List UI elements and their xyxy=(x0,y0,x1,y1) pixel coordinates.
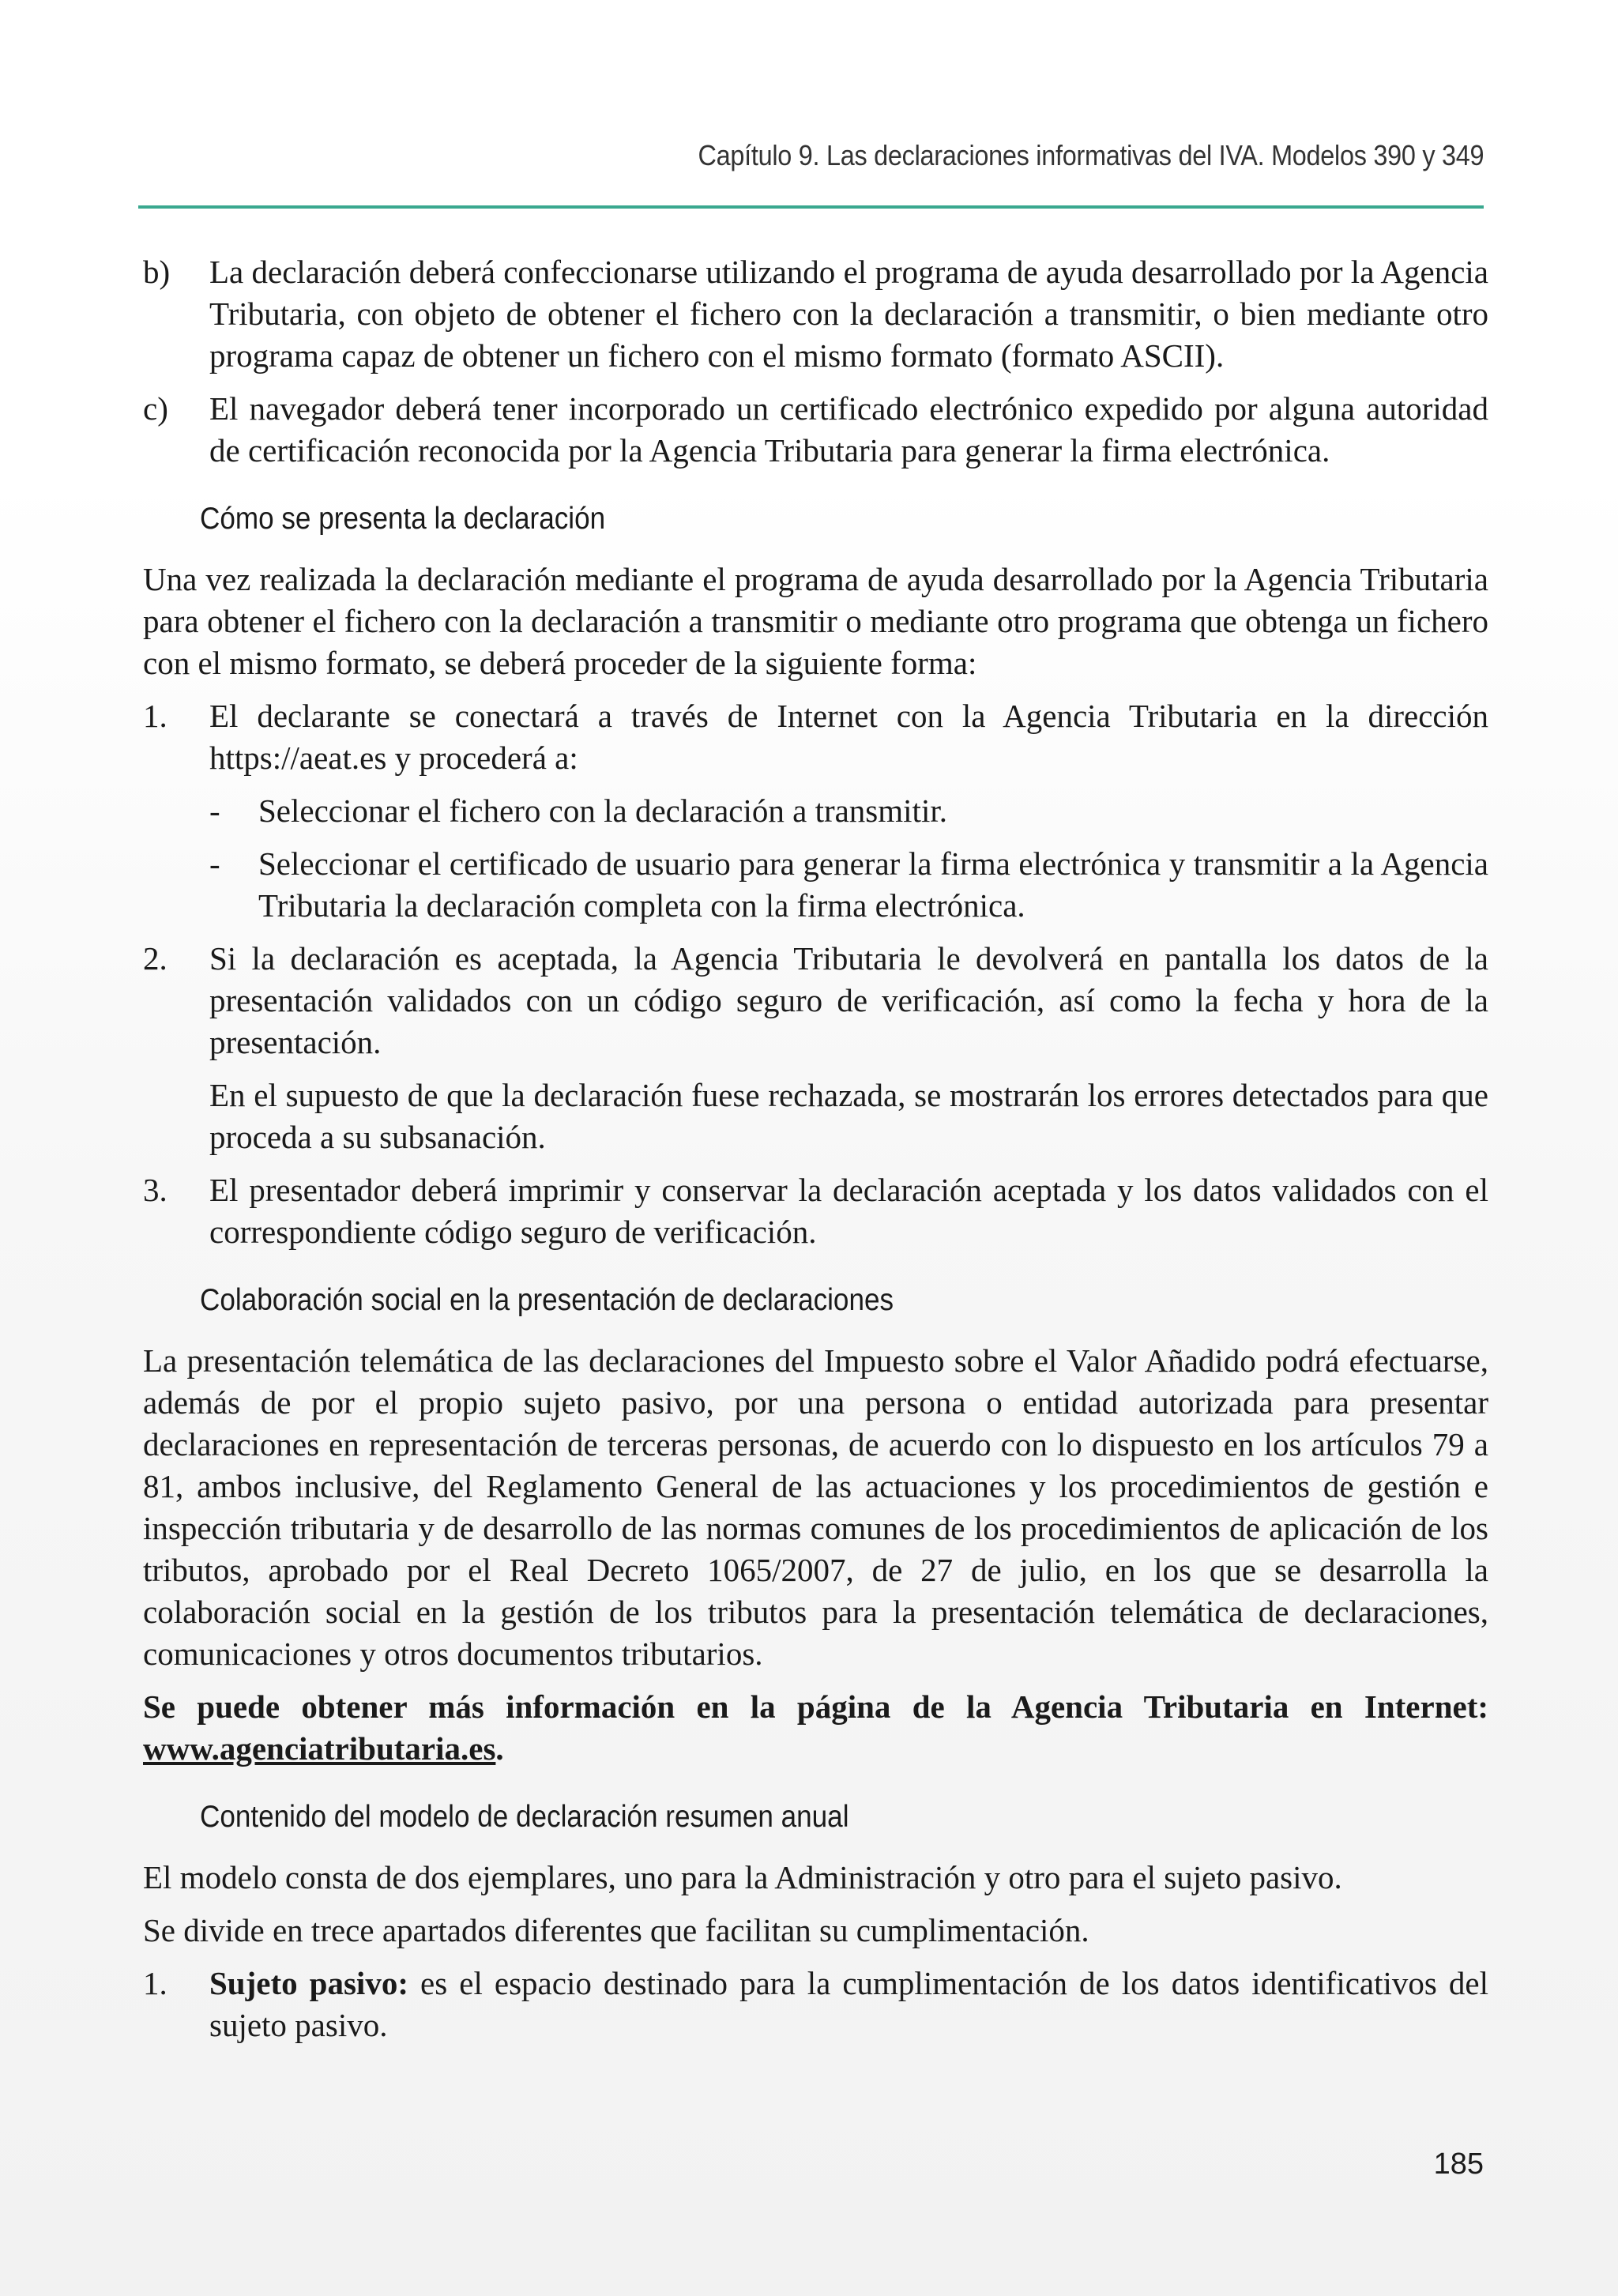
section-heading-social-collaboration: Colaboración social en la presentación de declaraciones xyxy=(200,1283,894,1317)
bullet-item xyxy=(143,843,1488,927)
step-text: El presentador deberá imprimir y conservar la declaración aceptada y los datos validados con el correspondiente código seguro de verificación. xyxy=(209,1172,1488,1250)
section-heading-presentation: Cómo se presenta la declaración xyxy=(200,502,606,536)
bullet-text: Seleccionar el fichero con la declaración a transmitir. xyxy=(258,792,947,829)
step-2-note: En el supuesto de que la declaración fuese rechazada, se mostrarán los errores detectados para que proceda a su subsanación. xyxy=(209,1077,1488,1155)
step-2 xyxy=(143,938,1488,1063)
more-info-paragraph xyxy=(143,1686,1488,1770)
step-number: 2. xyxy=(143,940,167,977)
more-info-text: Se puede obtener más información en la página de la Agencia Tributaria en Internet: xyxy=(143,1688,1488,1725)
more-info-period: . xyxy=(495,1730,504,1767)
list-marker: b) xyxy=(143,254,171,290)
item-term: Sujeto pasivo: xyxy=(209,1965,408,2001)
list-item-b xyxy=(143,251,1488,377)
item-text: es el espacio destinado para la cumplimentación de los datos identificativos del sujeto pasivo. xyxy=(209,1965,1488,2043)
bullet-text: Seleccionar el certificado de usuario para generar la firma electrónica y transmitir a la Agencia Tributaria la declaración completa con la firma electrónica. xyxy=(258,845,1488,924)
section-item-1 xyxy=(143,1963,1488,2046)
bullet-dash: - xyxy=(209,845,220,882)
step-3 xyxy=(143,1169,1488,1253)
social-collaboration-paragraph: La presentación telemática de las declaraciones del Impuesto sobre el Valor Añadido podrá efectuarse, además de por el propio sujeto pasivo, por una persona o entidad autorizada para presentar declaraciones en representación de terceras personas, de acuerdo con lo dispuesto en los artículos 79 a 81, ambos inclusive, del Reglamento General de las actuaciones y los procedimientos de gestión e inspección tributaria y de desarrollo de las normas comunes de los procedimientos de aplicación de los tributos, aprobado por el Real Decreto 1065/2007, de 27 de julio, en los que se desarrolla la colaboración social en la gestión de los tributos para la presentación telemática de declaraciones, comunicaciones y otros documentos tributarios. xyxy=(143,1342,1488,1672)
model-paragraph-1: El modelo consta de dos ejemplares, uno para la Administración y otro para el sujeto pasivo. xyxy=(143,1859,1342,1895)
agency-website-link[interactable]: www.agenciatributaria.es xyxy=(143,1730,496,1767)
list-item-text: El navegador deberá tener incorporado un certificado electrónico expedido por alguna autoridad de certificación reconocida por la Agencia Tributaria para generar la firma electrónica. xyxy=(209,390,1488,469)
model-paragraph-2: Se divide en trece apartados diferentes que facilitan su cumplimentación. xyxy=(143,1912,1089,1948)
running-header: Capítulo 9. Las declaraciones informativas del IVA. Modelos 390 y 349 xyxy=(698,139,1484,171)
list-item-text: La declaración deberá confeccionarse utilizando el programa de ayuda desarrollado por la Agencia Tributaria, con objeto de obtener el fichero con la declaración a transmitir, o bien mediante otro programa capaz de obtener un fichero con el mismo formato (formato ASCII). xyxy=(209,254,1488,374)
list-item-c xyxy=(143,388,1488,472)
step-number: 3. xyxy=(143,1172,167,1208)
step-1 xyxy=(143,695,1488,779)
list-marker: c) xyxy=(143,390,168,427)
bullet-dash: - xyxy=(209,792,220,829)
page-number: 185 xyxy=(1433,2147,1484,2181)
section-heading-model-content: Contenido del modelo de declaración resumen anual xyxy=(200,1800,849,1834)
bullet-item xyxy=(143,790,1488,832)
item-number: 1. xyxy=(143,1965,167,2001)
step-number: 1. xyxy=(143,698,167,734)
header-rule xyxy=(138,205,1484,209)
step-text: El declarante se conectará a través de Internet con la Agencia Tributaria en la dirección https://aeat.es y procederá a: xyxy=(209,698,1488,776)
page-content xyxy=(143,251,1488,2057)
section-intro-paragraph: Una vez realizada la declaración mediante el programa de ayuda desarrollado por la Agencia Tributaria para obtener el fichero con la declaración a transmitir o mediante otro programa que obtenga un fichero con el mismo formato, se deberá proceder de la siguiente forma: xyxy=(143,561,1488,681)
step-text: Si la declaración es aceptada, la Agencia Tributaria le devolverá en pantalla los datos de la presentación validados con un código seguro de verificación, así como la fecha y hora de la presentación. xyxy=(209,940,1488,1060)
